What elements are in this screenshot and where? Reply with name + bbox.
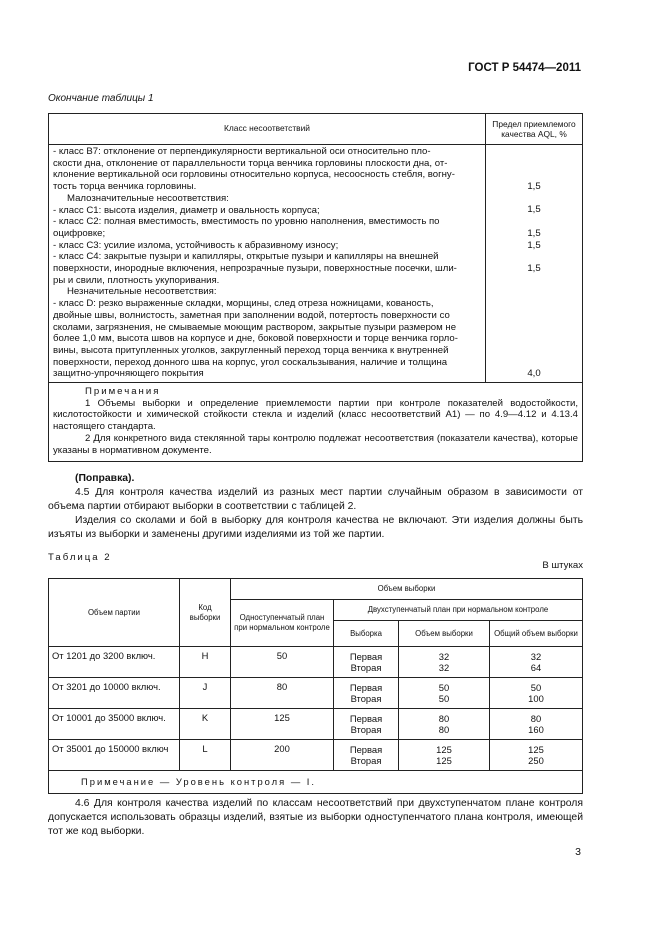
t2-cell-sample-no: Первая Вторая bbox=[334, 647, 399, 678]
table1-aql-value bbox=[490, 310, 578, 322]
t2-header-single: Одноступенчатый план при нормальном контроле bbox=[231, 600, 334, 647]
t2-cell-code: J bbox=[180, 678, 231, 709]
note-1: 1 Объемы выборки и определение приемлемости партии при контроле показателей водостойкости, кислотостойкости и химической стойкости стекла и изделий (класс несоответствий А1) — по 4.9—4.12 и 4.13.4 настоящего стандарта. bbox=[53, 397, 578, 433]
table1-header-class: Класс несоответствий bbox=[49, 114, 486, 145]
table1-line: клонение вертикальной оси горловины относительно корпуса, несоосность стебля, вогну- bbox=[53, 169, 455, 181]
t2-cell-lot: От 35001 до 150000 включ bbox=[49, 740, 180, 771]
table1-line: Незначительные несоответствия: bbox=[67, 286, 217, 298]
table1-aql-value bbox=[490, 193, 578, 205]
table1-body-values bbox=[486, 145, 583, 383]
table1-aql-value bbox=[490, 146, 578, 158]
t2-cell-sample-size: 125 125 bbox=[399, 740, 490, 771]
t2-cell-lot: От 1201 до 3200 включ. bbox=[49, 647, 180, 678]
table1-notes bbox=[49, 383, 583, 462]
table1-line: двойные швы, волнистость, заметная при заполнении водой, потертость поверхности со bbox=[53, 309, 450, 321]
t2-cell-single: 80 bbox=[231, 678, 334, 709]
table1-aql-value bbox=[490, 333, 578, 345]
paragraph-4-5: 4.5 Для контроля качества изделий из разных мест партии случайным образом в зависимости от объема партии отбирают выборки в соответствии с таблицей 2. bbox=[48, 487, 583, 512]
t2-cell-single: 125 bbox=[231, 709, 334, 740]
t2-cell-total: 125 250 bbox=[490, 740, 583, 771]
document-code: ГОСТ Р 54474—2011 bbox=[468, 62, 581, 74]
table1-caption: Окончание таблицы 1 bbox=[48, 93, 154, 104]
table-row bbox=[49, 740, 583, 771]
paragraph-4-5-b: Изделия со сколами и бой в выборку для контроля качества не включают. Эти изделия должны быть изъяты из выборки и заменены другими изделиями из той же партии. bbox=[48, 515, 583, 540]
table1-aql-value bbox=[490, 286, 578, 298]
t2-cell-total: 80 160 bbox=[490, 709, 583, 740]
t2-note: Примечание — Уровень контроля — I. bbox=[49, 771, 583, 794]
t2-cell-sample-size: 32 32 bbox=[399, 647, 490, 678]
t2-cell-code: K bbox=[180, 709, 231, 740]
t2-header-total: Общий объем выборки bbox=[490, 621, 583, 647]
table1-aql-value bbox=[490, 169, 578, 181]
paragraph-4-6: 4.6 Для контроля качества изделий по классам несоответствий при двухступенчатом плане контроля допускается использовать образцы изделий, взятые из выборки одноступенчатого плана контроля, имеющей тот же код выборки. bbox=[48, 798, 583, 837]
table1-line: поверхности, переход донного шва на корпус, угол соскальзывания, наличие и толщина bbox=[53, 356, 448, 368]
notes-title: Примечания bbox=[85, 386, 161, 398]
t2-header-lot: Объем партии bbox=[49, 579, 180, 647]
t2-cell-total: 50 100 bbox=[490, 678, 583, 709]
table1-line: поверхности, инородные включения, непрозрачные пузыри, поверхностные посечки, шли- bbox=[53, 263, 457, 275]
table-row bbox=[49, 647, 583, 678]
t2-cell-lot: От 3201 до 10000 включ. bbox=[49, 678, 180, 709]
table1-aql-value bbox=[490, 251, 578, 263]
table1-aql-value bbox=[490, 321, 578, 333]
table-row bbox=[49, 678, 583, 709]
table1-line: тость торца венчика горловины. bbox=[53, 181, 197, 193]
table1-aql-value bbox=[490, 298, 578, 310]
table1-aql-value bbox=[490, 158, 578, 170]
table2-caption: Таблица 2 bbox=[48, 552, 112, 563]
table1-aql-value: 1,5 bbox=[527, 204, 541, 216]
table1-aql-value: 1,5 bbox=[527, 227, 541, 239]
amendment-note: (Поправка). bbox=[75, 473, 135, 484]
table1-aql-value: 1,5 bbox=[527, 262, 541, 274]
t2-cell-sample-no: Первая Вторая bbox=[334, 678, 399, 709]
table-row bbox=[49, 709, 583, 740]
table1-aql-value: 1,5 bbox=[527, 181, 541, 193]
note-2: 2 Для конкретного вида стеклянной тары контролю подлежат несоответствия (показатели качества), которые указаны в нормативном документе. bbox=[53, 432, 578, 456]
t2-cell-total: 32 64 bbox=[490, 647, 583, 678]
t2-cell-sample-size: 80 80 bbox=[399, 709, 490, 740]
t2-header-sample-no: Выборка bbox=[334, 621, 399, 647]
table1-aql-value bbox=[490, 345, 578, 357]
table1-line: вины, высота притупленных уголков, закругленный переход торца венчика к внутренней bbox=[53, 344, 449, 356]
t2-header-code: Код выборки bbox=[180, 579, 231, 647]
table1-line: - класс С4: закрытые пузыри и капилляры, открытые пузыри и капилляры на внешней bbox=[53, 251, 439, 263]
t2-cell-sample-no: Первая Вторая bbox=[334, 709, 399, 740]
t2-header-double: Двухступенчатый план при нормальном контроле bbox=[334, 600, 583, 621]
table1-line: защитно-упрочняющего покрытия bbox=[53, 368, 204, 380]
table2 bbox=[48, 578, 583, 794]
page-number: 3 bbox=[575, 846, 581, 858]
table1-line: более 1,0 мм, высота швов на корпусе и дне, боковой поверхности и торце венчика горло- bbox=[53, 333, 458, 345]
table1-header-aql: Предел приемлемого качества AQL, % bbox=[486, 114, 583, 145]
t2-cell-code: L bbox=[180, 740, 231, 771]
table1-line: ры и свили, плотность укупоривания. bbox=[53, 274, 220, 286]
table2-units: В штуках bbox=[542, 560, 583, 571]
table1-aql-value: 4,0 bbox=[527, 368, 541, 380]
t2-header-sample-size: Объем выборки bbox=[399, 621, 490, 647]
table1-aql-value bbox=[490, 356, 578, 368]
table1-body-text bbox=[49, 145, 486, 383]
table1-line: - класс В7: отклонение от перпендикулярности вертикальной оси относительно пло- bbox=[53, 146, 431, 157]
table1-line: скости дна, отклонение от параллельности торца венчика горловины плоскости дна, от- bbox=[53, 157, 448, 169]
table1-aql-value bbox=[490, 275, 578, 287]
t2-cell-lot: От 10001 до 35000 включ. bbox=[49, 709, 180, 740]
table1-line: - класс С2: полная вместимость, вместимость по уровню наполнения, вместимость по bbox=[53, 216, 440, 228]
t2-cell-single: 50 bbox=[231, 647, 334, 678]
t2-cell-single: 200 bbox=[231, 740, 334, 771]
table1-line: - класс D: резко выраженные складки, морщины, след отреза ножницами, кованость, bbox=[53, 298, 434, 310]
t2-cell-sample-no: Первая Вторая bbox=[334, 740, 399, 771]
t2-header-sample: Объем выборки bbox=[231, 579, 583, 600]
table1 bbox=[48, 113, 583, 462]
table1-line: - класс С1: высота изделия, диаметр и овальность корпуса; bbox=[53, 204, 320, 216]
table1-aql-value: 1,5 bbox=[527, 239, 541, 251]
t2-cell-sample-size: 50 50 bbox=[399, 678, 490, 709]
table1-aql-value bbox=[490, 216, 578, 228]
table1-line: оцифровке; bbox=[53, 227, 106, 239]
table1-line: - класс С3: усилие излома, устойчивость к абразивному износу; bbox=[53, 239, 339, 251]
t2-cell-code: Н bbox=[180, 647, 231, 678]
table1-line: Малозначительные несоответствия: bbox=[67, 192, 229, 204]
table1-line: сколами, загрязнения, не смываемые моющим раствором, закрытые пузыри размером не bbox=[53, 321, 457, 333]
